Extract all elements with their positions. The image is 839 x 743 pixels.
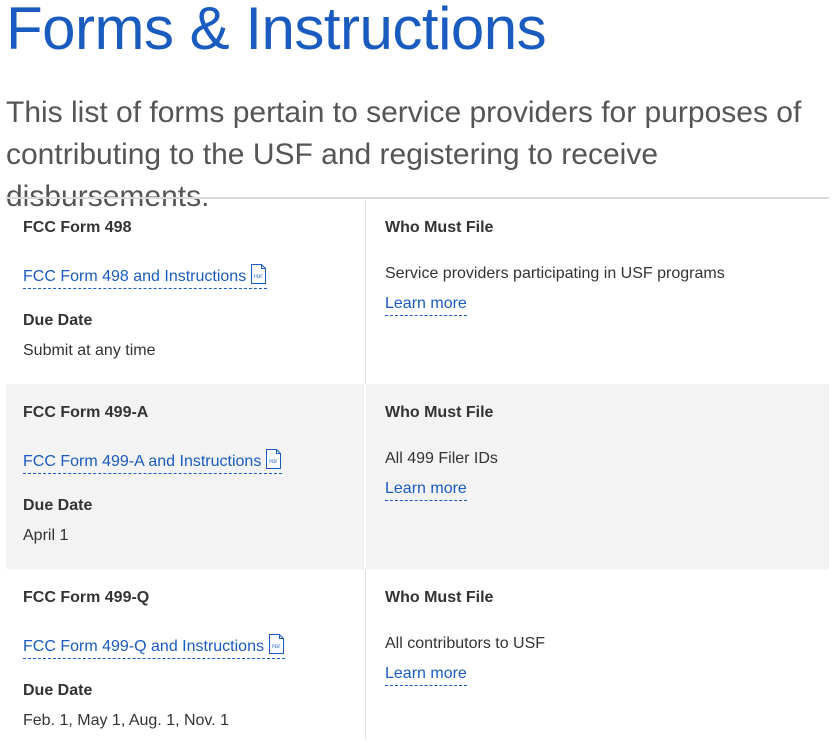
form-info-column <box>6 569 366 739</box>
who-must-file-value: Service providers participating in USF programs <box>385 265 725 282</box>
form-row-499a <box>6 384 829 569</box>
form-link-label: FCC Form 499-Q and Instructions <box>23 638 264 655</box>
form-499a-instructions-link[interactable] <box>23 449 282 474</box>
learn-more-link[interactable]: Learn more <box>385 480 467 501</box>
forms-table <box>6 197 829 739</box>
learn-more-link[interactable]: Learn more <box>385 295 467 316</box>
due-date-label: Due Date <box>23 312 93 329</box>
page-title: Forms & Instructions <box>6 0 547 62</box>
form-row-498 <box>6 199 829 384</box>
due-date-value: April 1 <box>23 527 69 544</box>
svg-text:PDF: PDF <box>269 460 279 465</box>
due-date-value: Submit at any time <box>23 342 156 359</box>
form-name: FCC Form 499-A <box>23 404 149 421</box>
form-row-499q <box>6 569 829 739</box>
form-name: FCC Form 499-Q <box>23 589 150 606</box>
who-must-file-label: Who Must File <box>385 404 494 421</box>
svg-text:PDF: PDF <box>272 645 281 650</box>
who-must-file-value: All contributors to USF <box>385 635 546 652</box>
who-must-file-label: Who Must File <box>385 589 494 606</box>
svg-text:PDF: PDF <box>254 275 264 280</box>
who-must-file-column <box>367 569 829 739</box>
who-must-file-value: All 499 Filer IDs <box>385 450 498 467</box>
form-link-label: FCC Form 498 and Instructions <box>23 268 247 285</box>
who-must-file-column <box>367 384 829 569</box>
due-date-value: Feb. 1, May 1, Aug. 1, Nov. 1 <box>23 712 230 729</box>
form-499q-instructions-link[interactable] <box>23 634 285 659</box>
form-info-column <box>6 199 366 384</box>
pdf-icon <box>268 634 285 654</box>
pdf-icon <box>250 264 267 284</box>
form-name: FCC Form 498 <box>23 219 132 236</box>
due-date-label: Due Date <box>23 497 93 514</box>
form-498-instructions-link[interactable] <box>23 264 267 289</box>
page-intro: This list of forms pertain to service providers for purposes of contributing to the USF and registering to receive disbursements. <box>6 96 802 213</box>
who-must-file-column <box>367 199 829 384</box>
due-date-label: Due Date <box>23 682 93 699</box>
who-must-file-label: Who Must File <box>385 219 494 236</box>
learn-more-link[interactable]: Learn more <box>385 665 467 686</box>
pdf-icon <box>265 449 282 469</box>
form-link-label: FCC Form 499-A and Instructions <box>23 453 262 470</box>
form-info-column <box>6 384 366 569</box>
